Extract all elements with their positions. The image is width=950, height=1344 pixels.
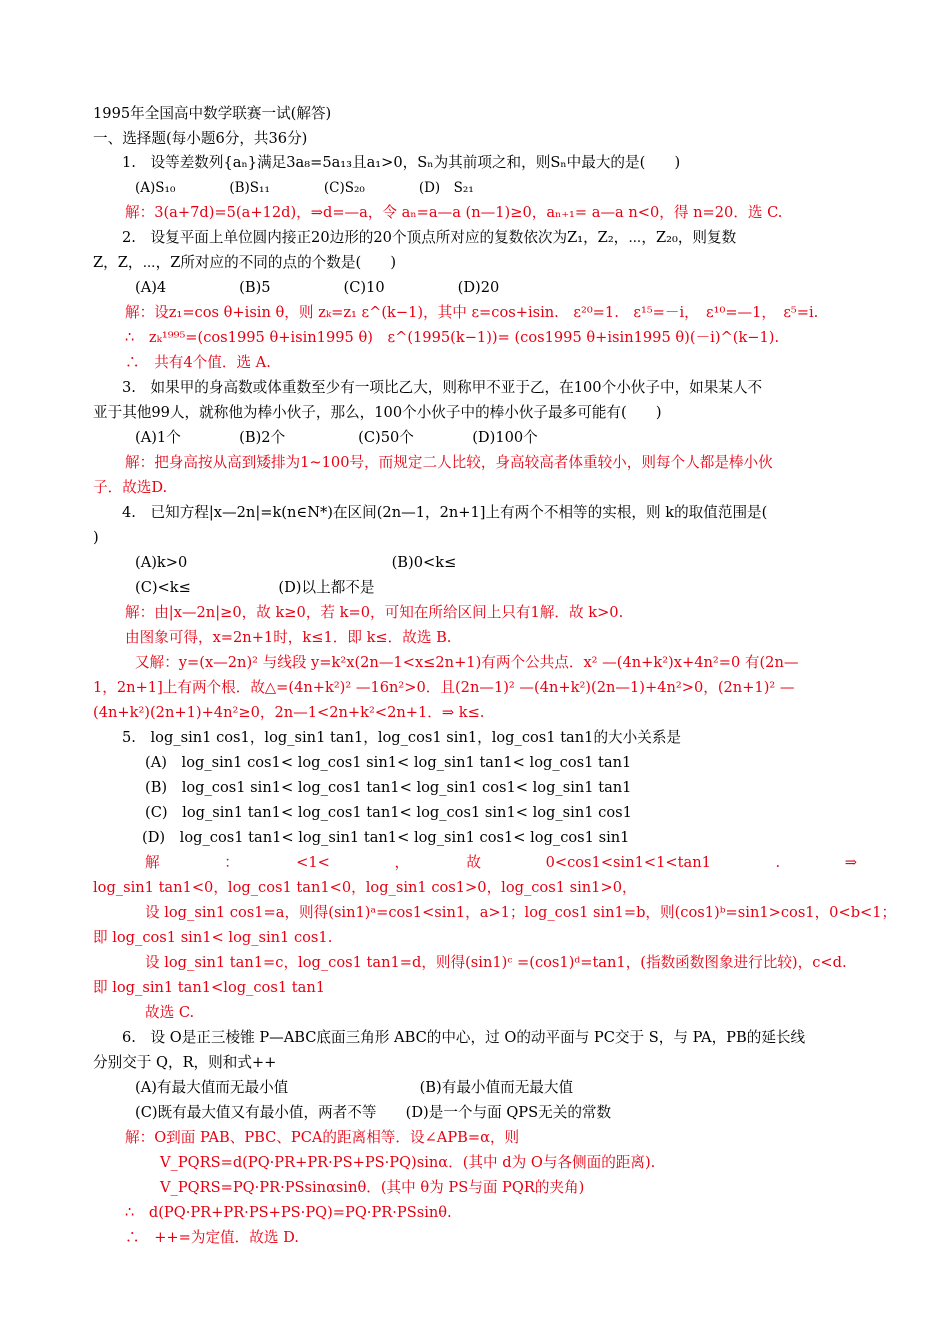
problem-4-solution-5: (4n+k²)(2n+1)+4n²≥0，2n—1<2n+k²<2n+1．⇒ k≤. (93, 704, 485, 721)
problem-6-options-cd: (C)既有最大值又有最小值，两者不等 (D)是一个与面 QPS无关的常数 (135, 1104, 612, 1121)
problem-1-solution: 解：3(a+7d)=5(a+12d)，⇒d=—a，令 aₙ=a—a (n—1)≥0，aₙ₊₁= a—a n<0，得 n=20．选 C. (125, 204, 783, 221)
problem-5-option-d: (D) log_cos1 tan1< log_sin1 tan1< log_sin1 cos1< log_cos1 sin1 (142, 829, 630, 846)
problem-4-stem: 4. 已知方程|x—2n|=k(n∈N*)在区间(2n—1，2n+1]上有两个不相等的实根，则 k的取值范围是( (122, 504, 768, 521)
problem-6-solution-5: ∴ ++=为定值．故选 D. (125, 1229, 299, 1246)
problem-1-options: (A)S₁₀ (B)S₁₁ (C)S₂₀ (D) S₂₁ (135, 180, 474, 196)
problem-3-options: (A)1个 (B)2个 (C)50个 (D)100个 (135, 429, 538, 446)
problem-5-solution-2: log_sin1 tan1<0，log_cos1 tan1<0，log_sin1 cos1>0，log_cos1 sin1>0， (93, 879, 637, 896)
problem-5-solution-4: 即 log_cos1 sin1< log_sin1 cos1. (93, 929, 333, 946)
problem-3-stem: 3. 如果甲的身高数或体重数至少有一项比乙大，则称甲不亚于乙，在100个小伙子中，如果某人不 (122, 379, 763, 396)
problem-6-solution-2: V_PQRS=d(PQ·PR+PR·PS+PS·PQ)sinα．(其中 d为 O与各侧面的距离). (160, 1154, 656, 1171)
problem-5-option-a: (A) log_sin1 cos1< log_cos1 sin1< log_sin1 tan1< log_cos1 tan1 (145, 754, 632, 771)
problem-2-stem-cont: Z，Z，⋯，Z所对应的不同的点的个数是( ) (93, 254, 397, 271)
problem-6-solution-1: 解：O到面 PAB、PBC、PCA的距离相等．设∠APB=α，则 (125, 1129, 520, 1146)
problem-6-stem-cont: 分别交于 Q，R，则和式++ (93, 1054, 277, 1071)
problem-5-solution-5: 设 log_sin1 tan1=c，log_cos1 tan1=d，则得(sin1)ᶜ =(cos1)ᵈ=tan1，(指数函数图象进行比较)，c<d. (145, 954, 847, 971)
problem-5-solution-7: 故选 C. (145, 1004, 195, 1021)
problem-5-option-b: (B) log_cos1 sin1< log_cos1 tan1< log_sin1 cos1< log_sin1 tan1 (145, 779, 632, 796)
problem-4-solution-3: 又解：y=(x—2n)² 与线段 y=k²x(2n—1<x≤2n+1)有两个公共点．x² —(4n+k²)x+4n²=0 有(2n— (135, 654, 799, 671)
problem-4-solution-1: 解：由|x—2n|≥0，故 k≥0，若 k=0，可知在所给区间上只有1解．故 k>0. (125, 604, 624, 621)
problem-2-solution-3: ∴ 共有4个值．选 A. (125, 354, 271, 371)
problem-6-solution-3: V_PQRS=PQ·PR·PSsinαsinθ．(其中 θ为 PS与面 PQR的夹角) (160, 1179, 585, 1196)
problem-2-solution-2: ∴ zₖ¹⁹⁹⁵=(cos1995 θ+isin1995 θ) ε^(1995(k−1))= (cos1995 θ+isin1995 θ)(－i)^(k−1). (125, 329, 780, 346)
problem-5-option-c: (C) log_sin1 tan1< log_cos1 tan1< log_cos1 sin1< log_sin1 cos1 (145, 804, 632, 821)
problem-5-solution-3: 设 log_sin1 cos1=a，则得(sin1)ᵃ=cos1<sin1，a>1；log_cos1 sin1=b，则(cos1)ᵇ=sin1>cos1，0<b<1； (145, 904, 897, 921)
problem-1-stem: 1. 设等差数列{aₙ}满足3a₈=5a₁₃且a₁>0，Sₙ为其前项之和，则Sₙ中最大的是( ) (122, 154, 681, 171)
problem-4-stem-cont: ) (93, 529, 99, 546)
problem-2-options: (A)4 (B)5 (C)10 (D)20 (135, 279, 500, 296)
problem-5-solution-1: 解 ： <1< ， 故 0<cos1<sin1<1<tan1 . ⇒ (145, 854, 857, 871)
problem-2-stem: 2. 设复平面上单位圆内接正20边形的20个顶点所对应的复数依次为Z₁，Z₂，⋯，Z₂₀，则复数 (122, 229, 737, 246)
page-title: 1995年全国高中数学联赛一试(解答) (93, 105, 332, 122)
problem-5-solution-6: 即 log_sin1 tan1<log_cos1 tan1 (93, 979, 325, 996)
problem-2-solution-1: 解：设z₁=cos θ+isin θ，则 zₖ=z₁ ε^(k−1)，其中 ε=cos+isin. ε²⁰=1. ε¹⁵=－i， ε¹⁰=—1， ε⁵=i. (125, 304, 819, 321)
problem-3-stem-cont: 亚于其他99人，就称他为棒小伙子，那么，100个小伙子中的棒小伙子最多可能有( ) (93, 404, 662, 421)
problem-4-solution-4: 1，2n+1]上有两个根．故△=(4n+k²)² —16n²>0．且(2n—1)² —(4n+k²)(2n—1)+4n²>0，(2n+1)² — (93, 679, 795, 696)
problem-6-solution-4: ∴ d(PQ·PR+PR·PS+PS·PQ)=PQ·PR·PSsinθ. (125, 1204, 452, 1221)
problem-5-stem: 5. log_sin1 cos1，log_sin1 tan1，log_cos1 sin1，log_cos1 tan1的大小关系是 (122, 729, 682, 746)
problem-3-solution-1: 解：把身高按从高到矮排为1~100号，而规定二人比较，身高较高者体重较小，则每个人都是棒小伙 (125, 454, 773, 471)
problem-3-solution-2: 子．故选D. (93, 479, 168, 496)
problem-4-options-ab: (A)k>0 (B)0<k≤ (135, 554, 457, 571)
problem-6-options-ab: (A)有最大值而无最小值 (B)有最小值而无最大值 (135, 1079, 574, 1096)
problem-6-stem: 6. 设 O是正三棱锥 P—ABC底面三角形 ABC的中心，过 O的动平面与 PC交于 S，与 PA，PB的延长线 (122, 1029, 806, 1046)
problem-4-solution-2: 由图象可得，x=2n+1时，k≤1．即 k≤．故选 B. (125, 629, 452, 646)
problem-4-options-cd: (C)<k≤ (D)以上都不是 (135, 579, 375, 596)
section-heading: 一、选择题(每小题6分，共36分) (93, 130, 308, 147)
